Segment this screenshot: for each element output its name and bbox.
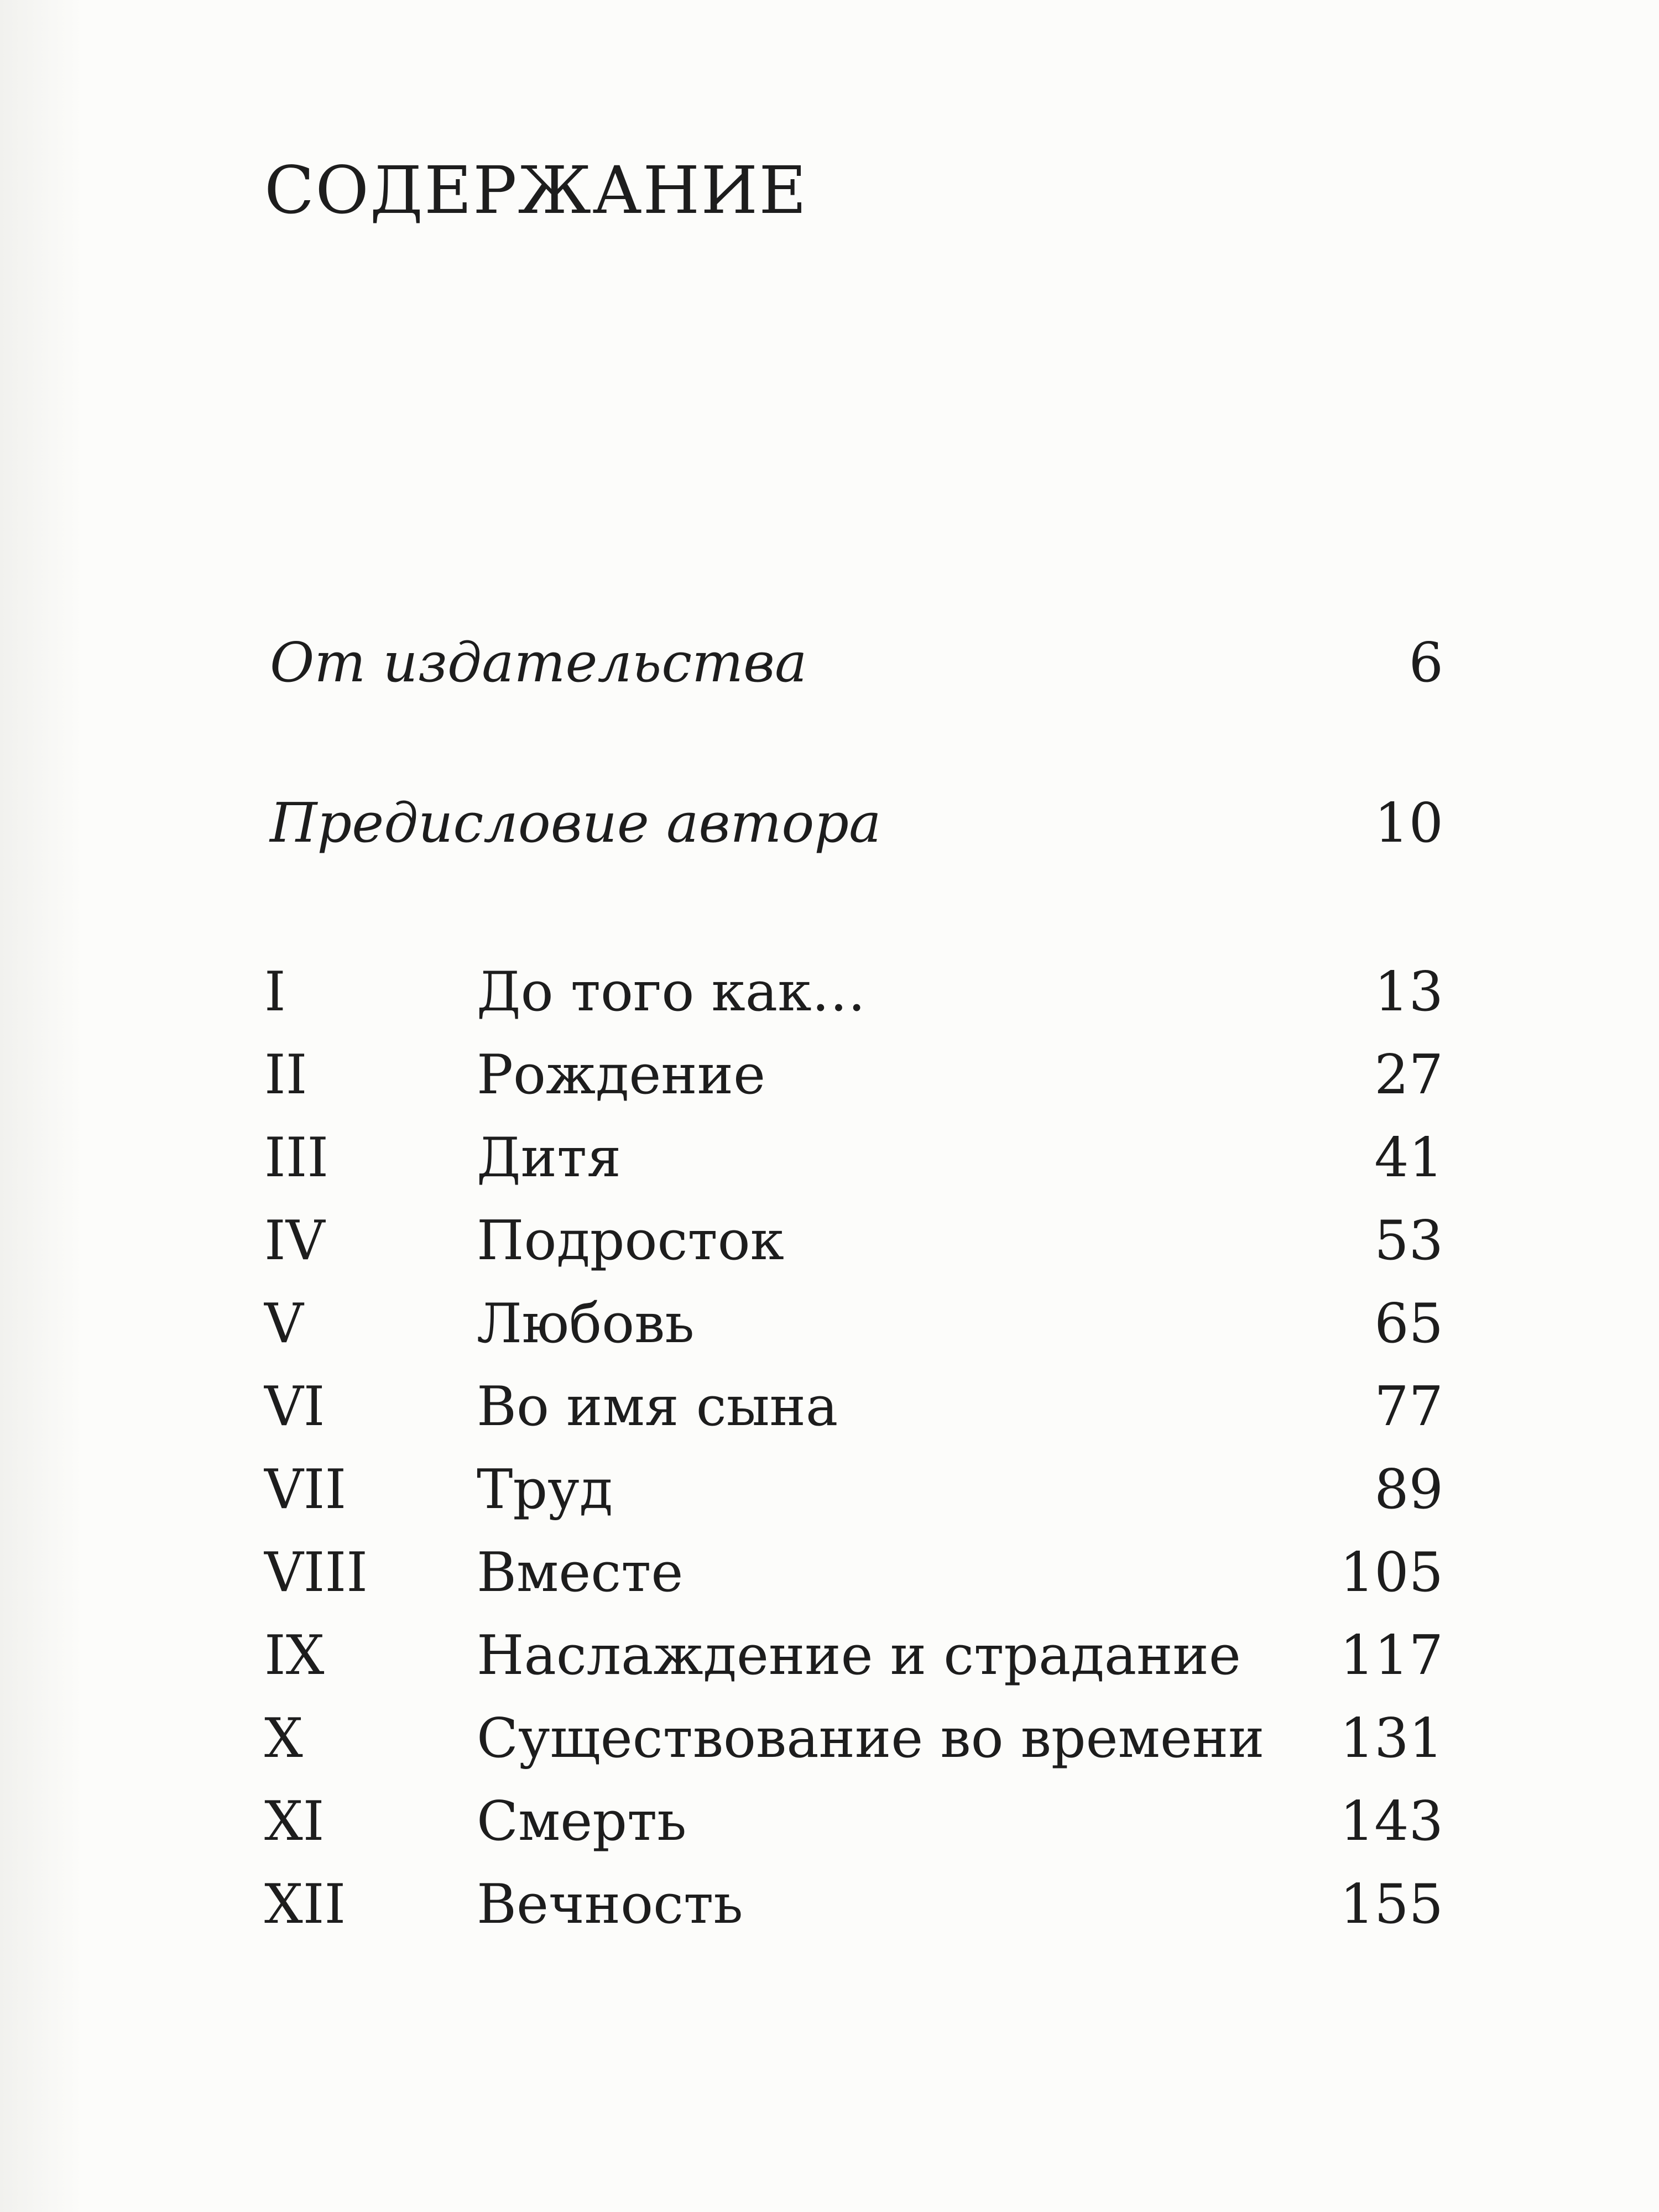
chapter-number: VIII [264, 1541, 368, 1604]
chapter-title: Дитя [477, 1126, 622, 1190]
toc-chapter-entry [0, 1375, 1659, 1463]
chapter-page: 143 [1339, 1790, 1443, 1853]
chapter-number: IX [264, 1624, 325, 1687]
chapter-page: 155 [1339, 1873, 1443, 1936]
toc-chapter-entry [0, 1541, 1659, 1629]
toc-chapter-entry [0, 1044, 1659, 1131]
toc-chapter-entry [0, 1624, 1659, 1712]
chapter-page: 53 [1374, 1209, 1443, 1272]
chapter-number: XI [264, 1790, 325, 1853]
toc-chapter-entry [0, 961, 1659, 1048]
toc-entry-title: Предисловие автора [270, 792, 881, 855]
chapter-page: 65 [1374, 1292, 1443, 1355]
chapter-title: Рождение [477, 1044, 766, 1107]
chapter-number: X [264, 1707, 303, 1770]
chapter-title: Смерть [477, 1790, 687, 1853]
page-title: СОДЕРЖАНИЕ [264, 152, 808, 228]
toc-entry-page: 6 [1408, 632, 1443, 695]
toc-chapter-entry [0, 1292, 1659, 1380]
chapter-page: 89 [1374, 1458, 1443, 1521]
chapter-page: 77 [1374, 1375, 1443, 1438]
chapter-number: I [264, 961, 286, 1024]
toc-chapter-entry [0, 1790, 1659, 1877]
chapter-title: Вечность [477, 1873, 743, 1936]
chapter-number: XII [264, 1873, 346, 1936]
chapter-page: 41 [1374, 1126, 1443, 1190]
chapter-number: VI [264, 1375, 325, 1438]
toc-entry-title: От издательства [270, 632, 807, 695]
chapter-title: Подросток [477, 1209, 784, 1272]
toc-chapter-entry [0, 1126, 1659, 1214]
toc-front-entry [0, 792, 1659, 879]
chapter-title: Вместе [477, 1541, 684, 1604]
toc-chapter-entry [0, 1707, 1659, 1794]
toc-front-entry [0, 632, 1659, 719]
chapter-number: IV [264, 1209, 325, 1272]
chapter-page: 13 [1374, 961, 1443, 1024]
toc-entry-page: 10 [1374, 792, 1443, 855]
toc-chapter-entry [0, 1209, 1659, 1297]
chapter-title: Труд [477, 1458, 613, 1521]
chapter-title: Любовь [477, 1292, 695, 1355]
chapter-number: III [264, 1126, 329, 1190]
chapter-page: 105 [1339, 1541, 1443, 1604]
chapter-page: 117 [1339, 1624, 1443, 1687]
chapter-title: Во имя сына [477, 1375, 838, 1438]
chapter-title: Наслаждение и страдание [477, 1624, 1241, 1687]
chapter-number: VII [264, 1458, 347, 1521]
chapter-number: II [264, 1044, 307, 1107]
toc-chapter-entry [0, 1873, 1659, 1960]
chapter-title: Существование во времени [477, 1707, 1265, 1770]
toc-chapter-entry [0, 1458, 1659, 1546]
chapter-page: 131 [1339, 1707, 1443, 1770]
chapter-title: До того как… [477, 961, 866, 1024]
chapter-number: V [264, 1292, 304, 1355]
chapter-page: 27 [1374, 1044, 1443, 1107]
